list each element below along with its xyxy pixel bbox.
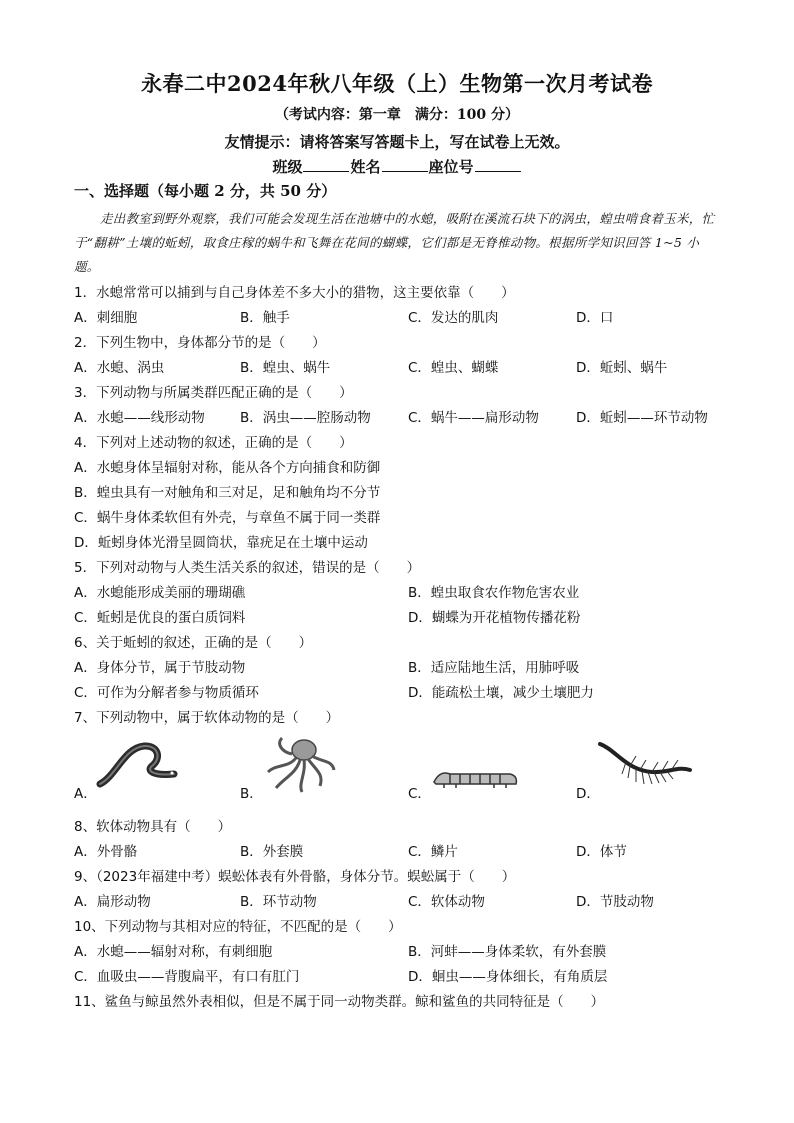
option-c: C．蝗虫、蝴蝶 <box>408 360 499 376</box>
option-a: A．水螅——辐射对称，有刺细胞 <box>74 944 273 960</box>
option-c: C．鳞片 <box>408 844 458 860</box>
question-6-options-row1 <box>74 656 734 674</box>
name-blank <box>382 157 428 172</box>
option-a: A．水螅——线形动物 <box>74 410 205 426</box>
question-5-stem: 5．下列对动物与人类生活关系的叙述，错误的是（ ） <box>74 560 421 576</box>
caterpillar-icon <box>430 764 520 790</box>
question-3-options <box>74 406 734 424</box>
option-b: B．触手 <box>240 310 290 326</box>
option-a: A．身体分节，属于节肢动物 <box>74 660 246 676</box>
option-c: C．蜗牛——扁形动物 <box>408 410 539 426</box>
option-d: D． <box>576 786 600 802</box>
question-6-options-row2 <box>74 681 734 699</box>
option-b: B．环节动物 <box>240 894 317 910</box>
option-d: D．能疏松土壤，减少土壤肥力 <box>408 685 594 701</box>
question-2-options <box>74 356 734 374</box>
question-5-options-row1 <box>74 581 734 599</box>
option-b: B．蝗虫取食农作物危害农业 <box>408 585 580 601</box>
option-d: D．节肢动物 <box>576 894 654 910</box>
option-c: C． <box>408 786 431 802</box>
option-c: C．可作为分解者参与物质循环 <box>74 685 259 701</box>
class-blank <box>303 157 349 172</box>
eel-icon <box>96 736 180 792</box>
exam-notice: 友情提示：请将答案写答题卡上，写在试卷上无效。 <box>224 133 570 151</box>
option-d: D．蚯蚓身体光滑呈圆筒状，靠疣足在土壤中运动 <box>74 535 368 551</box>
option-b: B．蝗虫具有一对触角和三对足，足和触角均不分节 <box>74 485 381 501</box>
question-1-options <box>74 306 734 324</box>
option-a: A．水螅能形成美丽的珊瑚礁 <box>74 585 246 601</box>
option-d: D．蚯蚓、蜗牛 <box>576 360 668 376</box>
option-a: A．扁形动物 <box>74 894 151 910</box>
option-b: B．外套膜 <box>240 844 304 860</box>
question-7-stem: 7、下列动物中，属于软体动物的是（ ） <box>74 710 340 726</box>
question-11-stem: 11、鲨鱼与鲸虽然外表相似，但是不属于同一动物类群。鲸和鲨鱼的共同特征是（ ） <box>74 994 605 1010</box>
option-d: D．蝴蝶为开花植物传播花粉 <box>408 610 581 626</box>
option-d: D．蚯蚓——环节动物 <box>576 410 708 426</box>
question-3-stem: 3．下列动物与所属类群匹配正确的是（ ） <box>74 385 353 401</box>
question-2-stem: 2．下列生物中，身体都分节的是（ ） <box>74 335 326 351</box>
exam-title: 永春二中2024年秋八年级（上）生物第一次月考试卷 <box>141 71 653 96</box>
name-label: 姓名 <box>350 158 381 176</box>
question-9-options <box>74 890 734 908</box>
question-9-stem: 9、（2023年福建中考）蜈蚣体表有外骨骼，身体分节。蜈蚣属于（ ） <box>74 869 516 885</box>
option-a: A．刺细胞 <box>74 310 138 326</box>
question-5-options-row2 <box>74 606 734 624</box>
option-b: B．河蚌——身体柔软，有外套膜 <box>408 944 607 960</box>
section-title: 一、选择题（每小题 2 分，共 50 分） <box>74 182 337 200</box>
option-a: A．水螅身体呈辐射对称，能从各个方向捕食和防御 <box>74 460 381 476</box>
option-a: A．水螅、涡虫 <box>74 360 165 376</box>
seat-label: 座位号 <box>428 158 474 176</box>
octopus-icon <box>262 734 336 794</box>
question-10-options-row1 <box>74 940 734 958</box>
option-d: D．体节 <box>576 844 627 860</box>
question-8-options <box>74 840 734 858</box>
option-a: A．外骨骼 <box>74 844 138 860</box>
option-b: B．蝗虫、蜗牛 <box>240 360 331 376</box>
option-c: C．蜗牛身体柔软但有外壳，与章鱼不属于同一类群 <box>74 510 381 526</box>
class-label: 班级 <box>272 158 303 176</box>
question-10-stem: 10、下列动物与其相对应的特征，不匹配的是（ ） <box>74 919 402 935</box>
question-6-stem: 6、关于蚯蚓的叙述，正确的是（ ） <box>74 635 313 651</box>
option-d: D．口 <box>576 310 614 326</box>
student-info-line <box>0 156 794 177</box>
question-10-options-row2 <box>74 965 734 983</box>
centipede-icon <box>596 740 696 788</box>
option-b: B．适应陆地生活，用肺呼吸 <box>408 660 580 676</box>
option-b: B． <box>240 786 263 802</box>
option-c: C．血吸虫——背腹扁平，有口有肛门 <box>74 969 300 985</box>
option-a: A． <box>74 786 97 802</box>
option-d: D．蛔虫——身体细长，有角质层 <box>408 969 608 985</box>
question-7-image-options <box>74 734 734 800</box>
question-1-stem: 1．水螅常常可以捕到与自己身体差不多大小的猎物，这主要依靠（ ） <box>74 285 515 301</box>
option-b: B．涡虫——腔肠动物 <box>240 410 371 426</box>
question-8-stem: 8、软体动物具有（ ） <box>74 819 232 835</box>
seat-blank <box>475 157 521 172</box>
option-c: C．蚯蚓是优良的蛋白质饲料 <box>74 610 246 626</box>
option-c: C．发达的肌肉 <box>408 310 499 326</box>
section-intro: 走出教室到野外观察，我们可能会发现生活在池塘中的水螅，吸附在溪流石块下的涡虫，蝗虫啃食着玉米，忙于“翻耕”土壤的蚯蚓，取食庄稼的蜗牛和飞舞在花间的蝴蝶，它们都是无脊椎动物。根据所学知识回答 1~5 小题。 <box>74 211 715 274</box>
option-c: C．软体动物 <box>408 894 485 910</box>
exam-scope: （考试内容：第一章 满分：100 分） <box>274 107 520 123</box>
question-4-stem: 4．下列对上述动物的叙述，正确的是（ ） <box>74 435 353 451</box>
